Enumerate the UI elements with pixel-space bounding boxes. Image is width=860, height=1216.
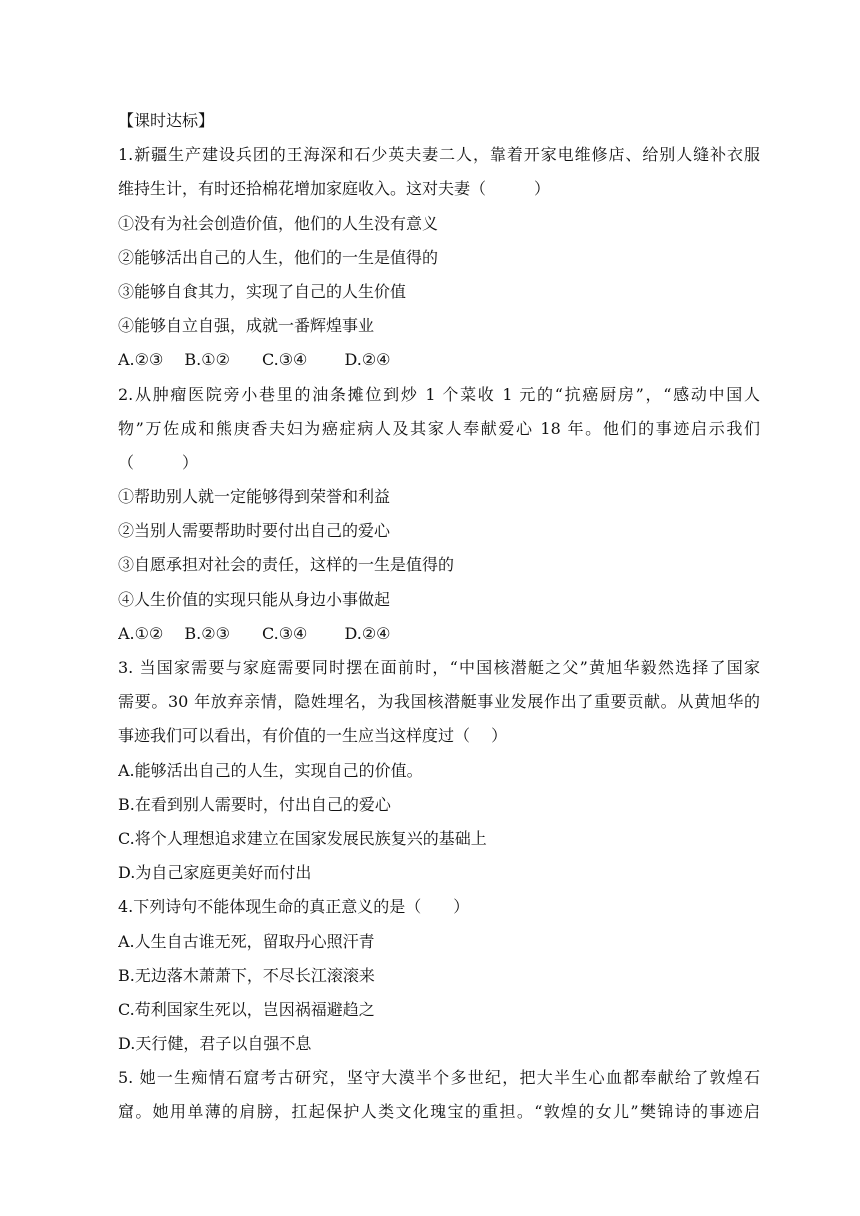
q1-stem-line-2: 维持生计，有时还拾棉花增加家庭收入。这对夫妻（ ） xyxy=(118,179,551,199)
q3-option-d: D.为自己家庭更美好而付出 xyxy=(118,863,312,883)
q3-option-a: A.能够活出自己的人生，实现自己的价值。 xyxy=(118,760,423,780)
q2-options: A.①② B.②③ C.③④ D.②④ xyxy=(118,623,391,643)
q2-statement-4: ④人生价值的实现只能从身边小事做起 xyxy=(118,589,391,609)
q3-stem-line-1: 3. 当国家需要与家庭需要同时摆在面前时，“中国核潜艇之父”黄旭华毅然选择了国家 xyxy=(118,658,760,677)
q3-stem-line-2: 需要。30 年放弃亲情，隐姓埋名，为我国核潜艇事业发展作出了重要贡献。从黄旭华的 xyxy=(118,692,760,712)
q5-stem-line-1: 5. 她一生痴情石窟考古研究，坚守大漠半个多世纪，把大半生心血都奉献给了敦煌石 xyxy=(118,1068,760,1088)
q5-stem-line-2: 窟。她用单薄的肩膀，扛起保护人类文化瑰宝的重担。“敦煌的女儿”樊锦诗的事迹启 xyxy=(118,1102,760,1122)
q4-stem: 4.下列诗句不能体现生命的真正意义的是（ ） xyxy=(118,897,470,917)
q4-option-b: B.无边落木萧萧下，不尽长江滚滚来 xyxy=(118,965,375,985)
section-heading: 【课时达标】 xyxy=(118,111,215,130)
q2-stem-line-2: 物”万佐成和熊庚香夫妇为癌症病人及其家人奉献爱心 18 年。他们的事迹启示我们 xyxy=(118,418,760,438)
q1-statement-4: ④能够自立自强，成就一番辉煌事业 xyxy=(118,316,375,336)
q3-option-c: C.将个人理想追求建立在国家发展民族复兴的基础上 xyxy=(118,828,487,848)
q1-options: A.②③ B.①② C.③④ D.②④ xyxy=(118,350,391,370)
q3-stem-line-3: 事迹我们可以看出，有价值的一生应当这样度过（ ） xyxy=(118,726,508,746)
q2-statement-2: ②当别人需要帮助时要付出自己的爱心 xyxy=(118,521,391,541)
q4-option-c: C.苟利国家生死以，岂因祸福避趋之 xyxy=(118,999,375,1019)
q4-option-d: D.天行健，君子以自强不息 xyxy=(118,1034,312,1054)
q2-statement-1: ①帮助别人就一定能够得到荣誉和利益 xyxy=(118,487,391,507)
q3-option-b: B.在看到别人需要时，付出自己的爱心 xyxy=(118,794,391,814)
q4-option-a: A.人生自古谁无死，留取丹心照汗青 xyxy=(118,931,375,951)
q2-stem-line-3: （ ） xyxy=(118,452,199,472)
q1-stem-line-1: 1.新疆生产建设兵团的王海深和石少英夫妻二人，靠着开家电维修店、给别人缝补衣服 xyxy=(118,145,760,165)
q2-stem-line-1: 2.从肿瘤医院旁小巷里的油条摊位到炒 1 个菜收 1 元的“抗癌厨房”，“感动中国人 xyxy=(118,384,760,404)
q2-statement-3: ③自愿承担对社会的责任，这样的一生是值得的 xyxy=(118,555,455,575)
q1-statement-1: ①没有为社会创造价值，他们的人生没有意义 xyxy=(118,213,439,233)
worksheet-page xyxy=(118,104,760,1130)
q1-statement-3: ③能够自食其力，实现了自己的人生价值 xyxy=(118,281,407,301)
q1-statement-2: ②能够活出自己的人生，他们的一生是值得的 xyxy=(118,247,439,267)
